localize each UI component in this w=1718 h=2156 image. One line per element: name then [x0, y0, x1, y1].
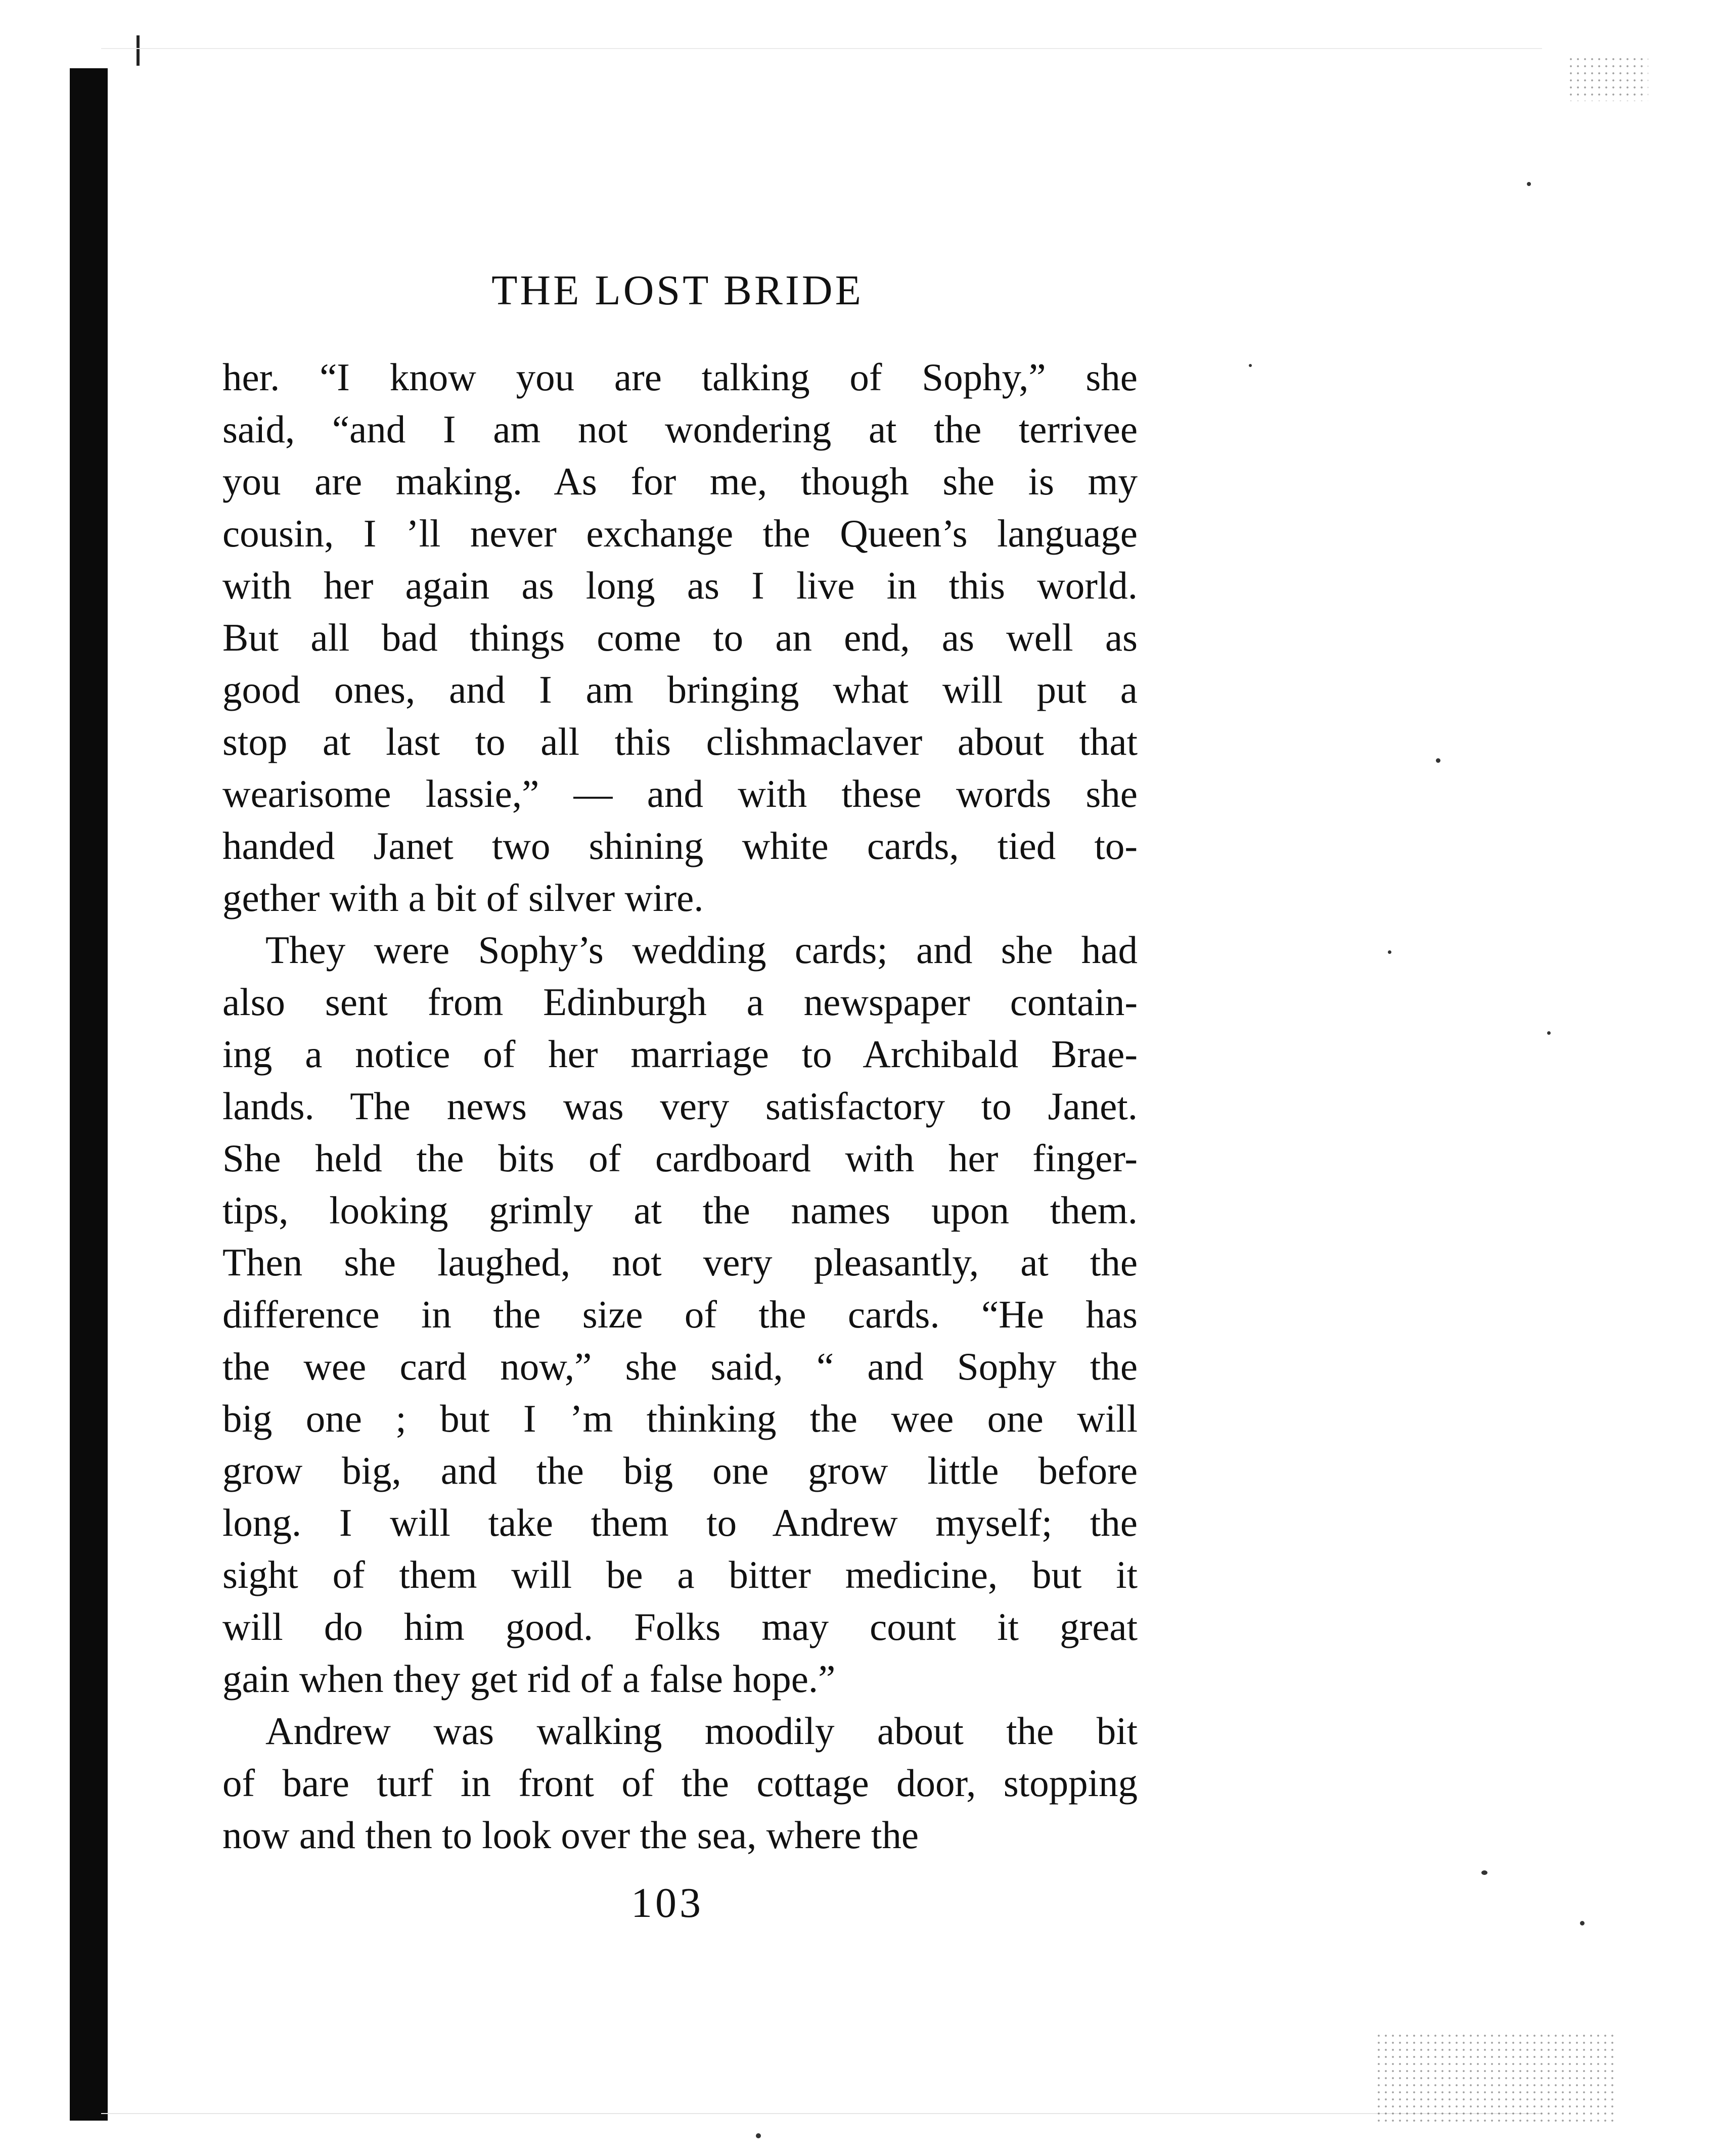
paragraph [222, 351, 1138, 924]
text-line: stop at last to all this clishmaclaver about that [222, 720, 1138, 763]
binding-shadow [70, 68, 108, 2121]
scan-speck [1527, 182, 1531, 186]
binding-mark [137, 35, 140, 66]
scan-speck [1580, 1921, 1585, 1925]
text-line: Andrew was walking moodily about the bit [265, 1709, 1138, 1753]
text-line: wearisome lassie,” — and with these words she [222, 772, 1138, 815]
text-line: also sent from Edinburgh a newspaper contain- [222, 980, 1138, 1024]
paragraph [222, 924, 1138, 1705]
text-line: big one ; but I ’m thinking the wee one will [222, 1397, 1138, 1440]
text-line: lands. The news was very satisfactory to Janet. [222, 1084, 1138, 1128]
scan-noise-bottom-right [1375, 2032, 1618, 2123]
text-line: handed Janet two shining white cards, tied to- [222, 824, 1138, 867]
running-head: THE LOST BRIDE [491, 267, 864, 314]
text-line: the wee card now,” she said, “ and Sophy the [222, 1345, 1138, 1388]
text-line: But all bad things come to an end, as well as [222, 616, 1138, 659]
text-line: now and then to look over the sea, where the [222, 1813, 919, 1857]
page-number: 103 [631, 1879, 704, 1926]
scan-noise-top-right [1567, 56, 1648, 101]
text-line: gain when they get rid of a false hope.” [222, 1657, 836, 1701]
text-line: They were Sophy’s wedding cards; and she had [265, 928, 1138, 972]
page-bottom-edge [101, 2113, 1542, 2114]
text-line: you are making. As for me, though she is my [222, 460, 1138, 503]
text-line: ing a notice of her marriage to Archibald Brae- [222, 1032, 1138, 1076]
scan-speck [1481, 1870, 1487, 1875]
text-line: Then she laughed, not very pleasantly, at the [222, 1241, 1138, 1284]
text-line: with her again as long as I live in this world. [222, 564, 1138, 607]
scan-speck [1547, 1031, 1551, 1035]
scan-speck [1249, 364, 1252, 367]
text-line: She held the bits of cardboard with her finger- [222, 1136, 1138, 1180]
text-line: good ones, and I am bringing what will put a [222, 668, 1138, 711]
page-top-edge [101, 48, 1542, 49]
text-line: tips, looking grimly at the names upon them. [222, 1188, 1138, 1232]
text-line: sight of them will be a bitter medicine, but it [222, 1553, 1138, 1596]
text-line: will do him good. Folks may count it great [222, 1605, 1138, 1648]
text-line: her. “I know you are talking of Sophy,” she [222, 355, 1138, 399]
text-line: said, “and I am not wondering at the terrivee [222, 407, 1138, 451]
scan-speck [756, 2133, 761, 2138]
text-line: long. I will take them to Andrew myself; the [222, 1501, 1138, 1544]
text-line: of bare turf in front of the cottage door, stopping [222, 1761, 1138, 1805]
text-line: difference in the size of the cards. “He has [222, 1293, 1138, 1336]
scan-speck [1436, 758, 1440, 763]
body-text [222, 351, 1138, 1861]
text-line: gether with a bit of silver wire. [222, 876, 704, 920]
scan-speck [1388, 950, 1391, 954]
text-line: grow big, and the big one grow little before [222, 1449, 1138, 1492]
text-line: cousin, I ’ll never exchange the Queen’s language [222, 512, 1138, 555]
paragraph [222, 1705, 1138, 1861]
